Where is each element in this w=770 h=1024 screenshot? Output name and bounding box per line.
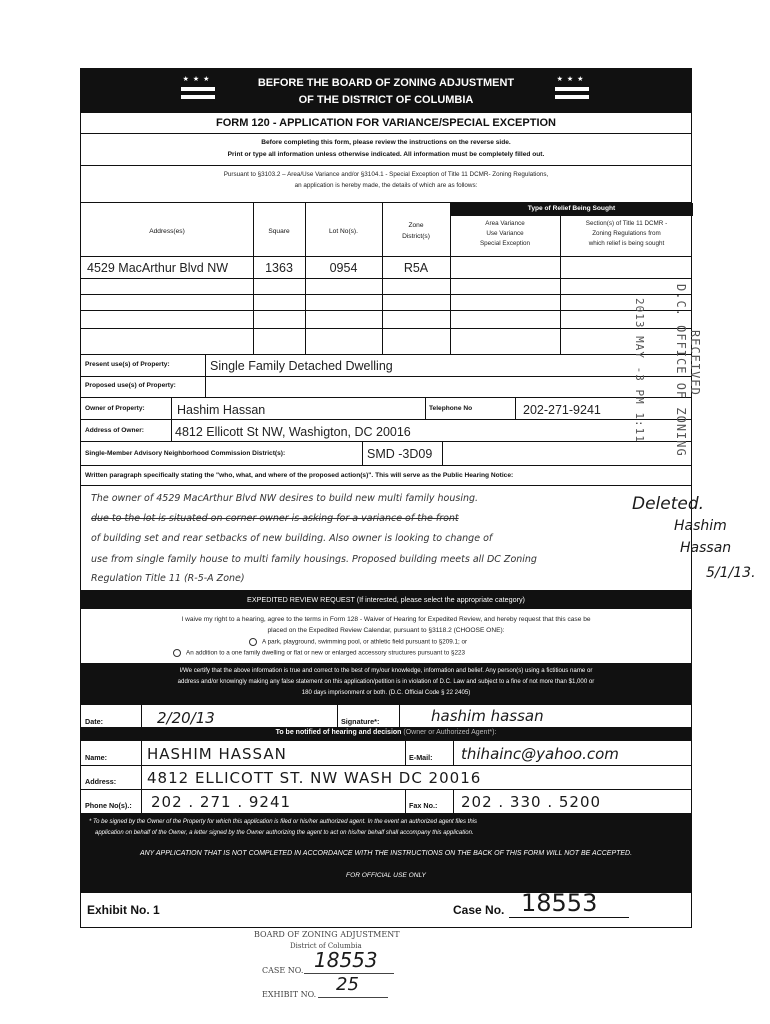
bza-line2: District of Columbia [290,942,362,950]
address-value: 4812 ELLICOTT ST. NW WASH DC 20016 [147,769,482,787]
stamp-line1: RECEIVED [688,330,702,396]
proposed-use-label: Proposed use(s) of Property: [85,382,176,389]
col-zone-1: Zone [408,222,424,229]
bza-line1: BOARD OF ZONING ADJUSTMENT [254,930,400,939]
date-label: Date: [85,717,103,726]
application-form [80,68,692,928]
written-paragraph-label: Written paragraph specifically stating the "who, what, and where of the proposed action(s)". This will serve as the Public Hearing Notice: [85,472,514,479]
bza-case-value: 18553 [314,948,378,972]
dc-flag-icon-left: ★★★ [181,76,215,104]
row1-address: 4529 MacArthur Blvd NW [87,261,229,275]
row1-square: 1363 [265,261,293,275]
certify-band [81,663,691,705]
telephone-value: 202-271-9241 [523,403,601,417]
stamp-line3: 2013 MAY -3 PM 1:11 [633,298,646,443]
col-section-3: which relief is being sought [588,240,665,247]
expedited-band [81,590,691,609]
col-section-1: Section(s) of Title 11 DCMR - [585,220,668,227]
owner-address-value: 4812 Ellicott St NW, Washigton, DC 20016 [175,425,411,439]
notice-line4: use from single family house to multi family housings. Proposed building meets all DC Zoning [91,554,537,565]
expedited-option1[interactable]: A park, playground, swimming pool, or athletic field pursuant to §209.1; or [249,638,467,646]
expedited-option2[interactable]: An addition to a one family dwelling or flat or new or enlarged accessory structures pursuant to §223 [173,649,465,657]
form-title: FORM 120 - APPLICATION FOR VARIANCE/SPECIAL EXCEPTION [215,117,557,129]
col-square: Square [268,228,290,235]
notice-line3: of building set and rear setbacks of new building. Also owner is looking to change of [91,533,493,544]
row1-zone: R5A [403,261,429,275]
col-relief-3: Special Exception [479,240,531,247]
header-title-line2: OF THE DISTRICT OF COLUMBIA [298,94,474,106]
notice-line5: Regulation Title 11 (R-5-A Zone) [91,573,245,584]
smd-value: SMD -3D09 [367,447,433,461]
footer-note2: application on behalf of the Owner, a letter signed by the Owner authorizing the agent to act on his/her behalf shall accompany this application. [95,830,474,836]
owner-address-label: Address of Owner: [85,427,144,434]
footer-note1: * To be signed by the Owner of the Property for which this application is filed or his/her authorized agent. In the event an authorized agent files this [89,819,478,825]
instructions-line1: Before completing this form, please review the instructions on the reverse side. [261,139,511,146]
margin-note-deleted: Deleted. [632,494,705,514]
bza-case-label: CASE NO. [262,966,304,975]
owner-label: Owner of Property: [85,405,145,412]
name-label: Name: [85,753,107,762]
case-value: 18553 [521,889,598,917]
notify-label: To be notified of hearing and decision [275,729,402,736]
col-relief-2: Use Variance [486,230,524,237]
signature-value: hashim hassan [431,707,544,725]
phone-value: 202 . 271 . 9241 [151,793,292,811]
dc-flag-icon-right: ★★★ [555,76,589,104]
expedited-title: EXPEDITED REVIEW REQUEST (If interested, please select the appropriate category) [247,595,525,604]
pursuant-line2: an application is hereby made, the details of which are as follows: [294,182,478,189]
bza-exhibit-value: 25 [336,974,359,995]
present-use-value: Single Family Detached Dwelling [210,359,393,373]
phone-label: Phone No(s).: [85,801,132,810]
notice-line2: due to the lot is situated on corner owner is asking for a variance of the front [91,513,459,524]
col-lot: Lot No(s). [329,228,358,235]
col-section-2: Zoning Regulations from [592,230,661,237]
footer-warning: ANY APPLICATION THAT IS NOT COMPLETED IN ACCORDANCE WITH THE INSTRUCTIONS ON THE BACK OF THIS FORM WILL NOT BE ACCEPTED. [139,850,633,857]
certify-line1: I/We certify that the above information is true and correct to the best of my/our knowledge, information and belief. Any person(s) using a fictitious name or [179,667,593,674]
margin-note-name2: Hassan [680,540,732,556]
pursuant-line1: Pursuant to §3103.2 – Area/Use Variance and/or §3104.1 - Special Exception of Title 11 DCMR- Zoning Regulations, [223,171,549,178]
col-address: Address(es) [149,228,185,235]
stamp-line2: D.C. OFFICE OF ZONING [674,284,688,457]
case-label: Case No. [453,903,505,917]
bza-exhibit-label: EXHIBIT NO. [262,990,317,999]
expedited-line2: placed on the Expedited Review Calendar, pursuant to §3118.2 (CHOOSE ONE): [267,627,505,634]
header-title-line1: BEFORE THE BOARD OF ZONING ADJUSTMENT [257,77,515,89]
exhibit-label: Exhibit No. 1 [87,903,160,917]
row1-lot: 0954 [329,261,358,275]
form-header [81,69,691,113]
notice-line1: The owner of 4529 MacArthur Blvd NW desires to build new multi family housing. [91,493,479,504]
signature-label: Signature*: [341,717,380,726]
expedited-line1: I waive my right to a hearing, agree to the terms in Form 128 - Waiver of Hearing for Expedited Review, and hereby request that this case be [181,616,591,623]
margin-note-name1: Hashim [674,518,727,534]
relief-header: Type of Relief Being Sought [527,205,616,212]
certify-line2: address and/or knowingly making any false statement on this application/petition is in violation of D.C. Law and subject to a fine of not more than $1,000 or [177,678,595,685]
footer-band [81,813,691,893]
notify-band [81,727,691,741]
footer-official: FOR OFFICIAL USE ONLY [346,872,426,879]
telephone-label: Telephone No [429,405,473,412]
col-zone-2: District(s) [402,233,430,240]
radio-icon[interactable] [249,638,257,646]
email-value: thihainc@yahoo.com [461,745,619,763]
fax-label: Fax No.: [409,801,438,810]
date-value: 2/20/13 [157,709,215,727]
instructions-line2: Print or type all information unless otherwise indicated. All information must be completely filled out. [227,151,545,158]
radio-icon[interactable] [173,649,181,657]
fax-value: 202 . 330 . 5200 [461,793,602,811]
smd-label: Single-Member Advisory Neighborhood Commission District(s): [85,450,286,457]
email-label: E-Mail: [409,753,433,762]
certify-line3: 180 days imprisonment or both. (D.C. Official Code § 22 2405) [301,689,471,696]
name-value: HASHIM HASSAN [147,745,287,763]
col-relief-1: Area Variance [485,220,525,227]
present-use-label: Present use(s) of Property: [85,361,170,368]
notify-sub: (Owner or Authorized Agent*): [403,729,497,736]
margin-note-date: 5/1/13. [706,565,756,581]
address-label: Address: [85,777,117,786]
owner-value: Hashim Hassan [177,403,266,417]
